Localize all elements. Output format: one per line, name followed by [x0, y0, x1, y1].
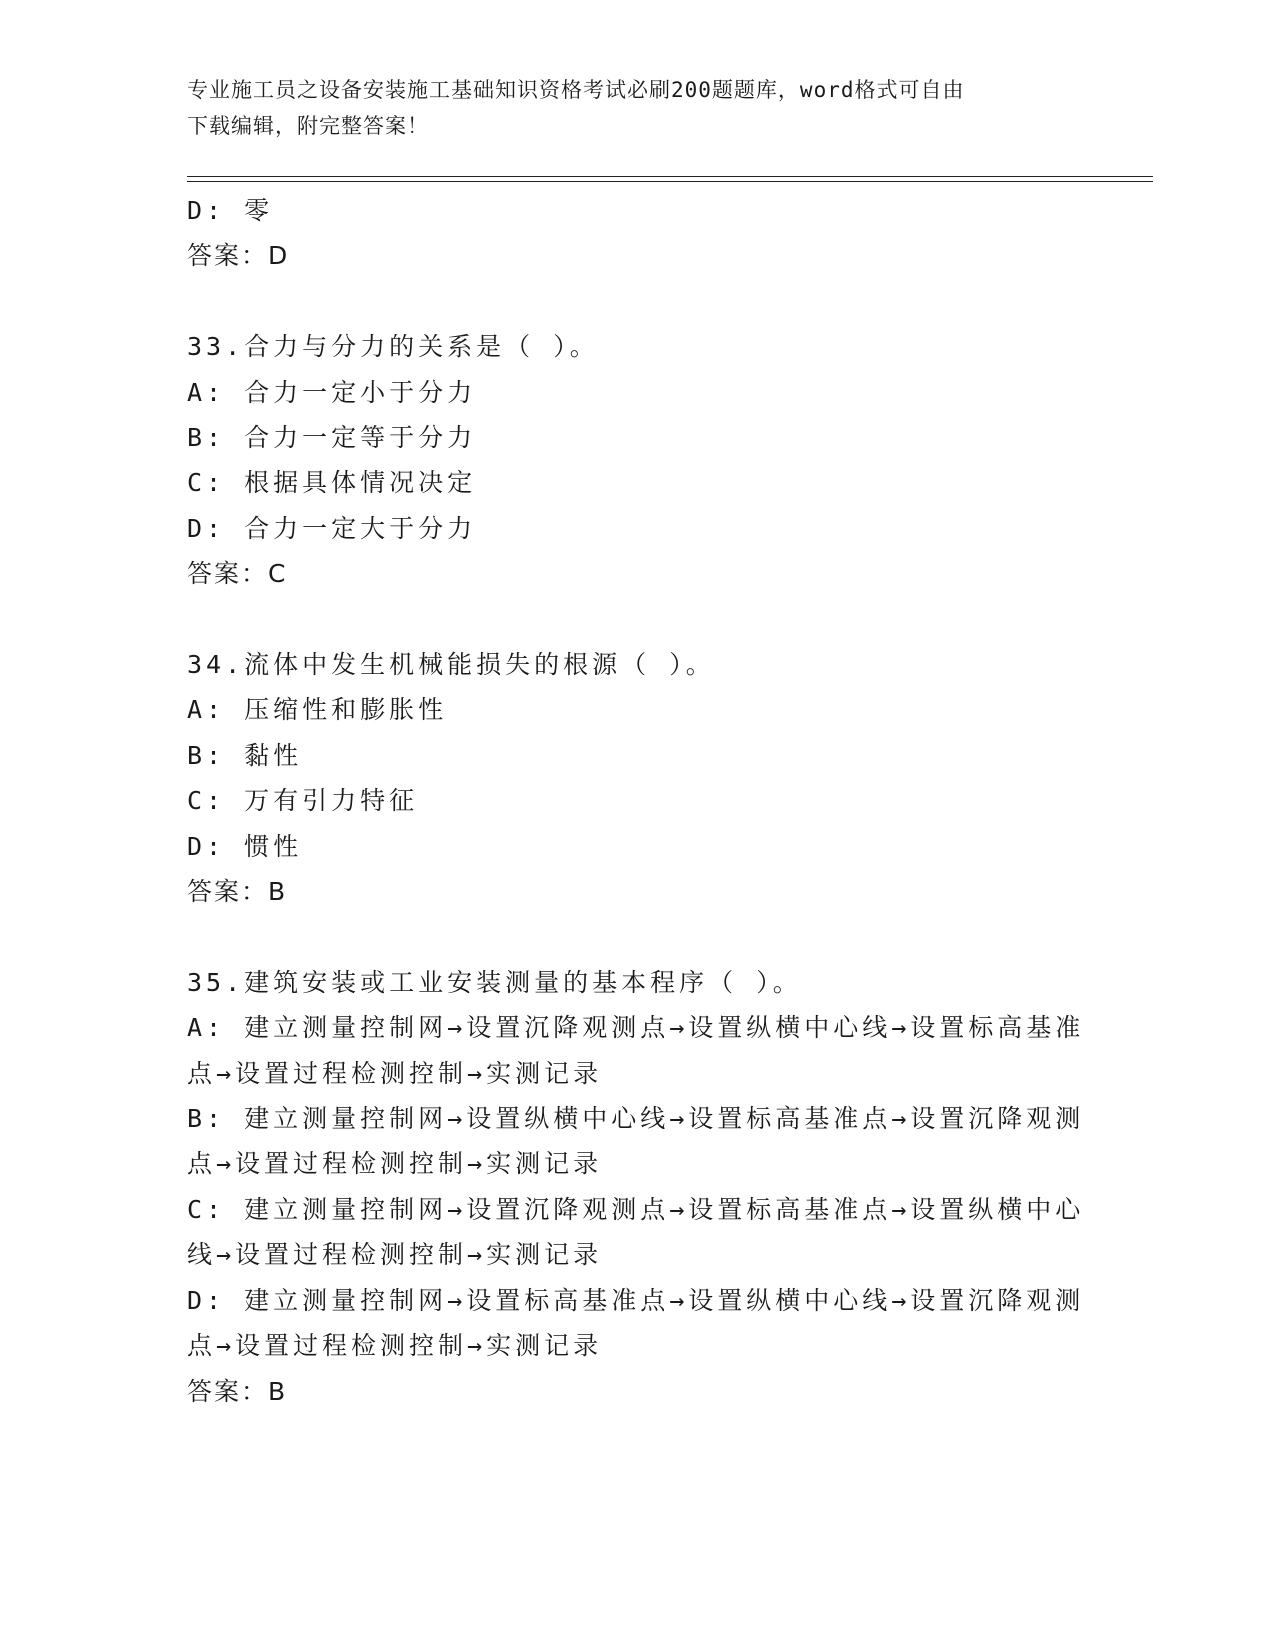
question-stem: 33.合力与分力的关系是（ ）。	[187, 332, 599, 362]
option-b: B: 合力一定等于分力	[187, 423, 477, 453]
answer: 答案：B	[187, 877, 288, 907]
spacer	[187, 597, 1087, 642]
header-line-2: 下载编辑，附完整答案！	[187, 114, 429, 138]
header-divider-top	[187, 176, 1153, 177]
option-c: C: 万有引力特征	[187, 786, 419, 816]
option-c: C: 根据具体情况决定	[187, 468, 477, 498]
header-divider-bottom	[187, 181, 1153, 182]
option-d: D: 合力一定大于分力	[187, 513, 477, 543]
question-33	[187, 324, 1087, 596]
option-d: D: 惯性	[187, 831, 303, 861]
option-b: B: 黏性	[187, 740, 303, 770]
prev-option-d: D: 零	[187, 196, 274, 225]
answer: 答案：B	[187, 1376, 288, 1406]
option-a: A: 合力一定小于分力	[187, 377, 477, 407]
question-35	[187, 960, 1087, 1414]
option-b: B: 建立测量控制网→设置纵横中心线→设置标高基准点→设置沉降观测点→设置过程检测控制→实测记录	[187, 1104, 1085, 1179]
question-stem: 34.流体中发生机械能损失的根源（ ）。	[187, 650, 715, 680]
option-a: A: 建立测量控制网→设置沉降观测点→设置纵横中心线→设置标高基准点→设置过程检测控制→实测记录	[187, 1013, 1085, 1088]
spacer	[187, 914, 1087, 959]
prev-answer: 答案：D	[187, 241, 290, 271]
question-stem: 35.建筑安装或工业安装测量的基本程序（ ）。	[187, 967, 802, 997]
spacer	[187, 279, 1087, 324]
header-line-1: 专业施工员之设备安装施工基础知识资格考试必刷200题题库，word格式可自由	[187, 78, 965, 102]
question-content	[187, 188, 1087, 1414]
option-c: C: 建立测量控制网→设置沉降观测点→设置标高基准点→设置纵横中心线→设置过程检测控制→实测记录	[187, 1194, 1085, 1270]
option-d: D: 建立测量控制网→设置标高基准点→设置纵横中心线→设置沉降观测点→设置过程检测控制→实测记录	[187, 1285, 1085, 1361]
document-header	[187, 72, 1067, 144]
option-a: A: 压缩性和膨胀性	[187, 695, 448, 725]
answer: 答案：C	[187, 559, 288, 589]
question-34	[187, 642, 1087, 914]
